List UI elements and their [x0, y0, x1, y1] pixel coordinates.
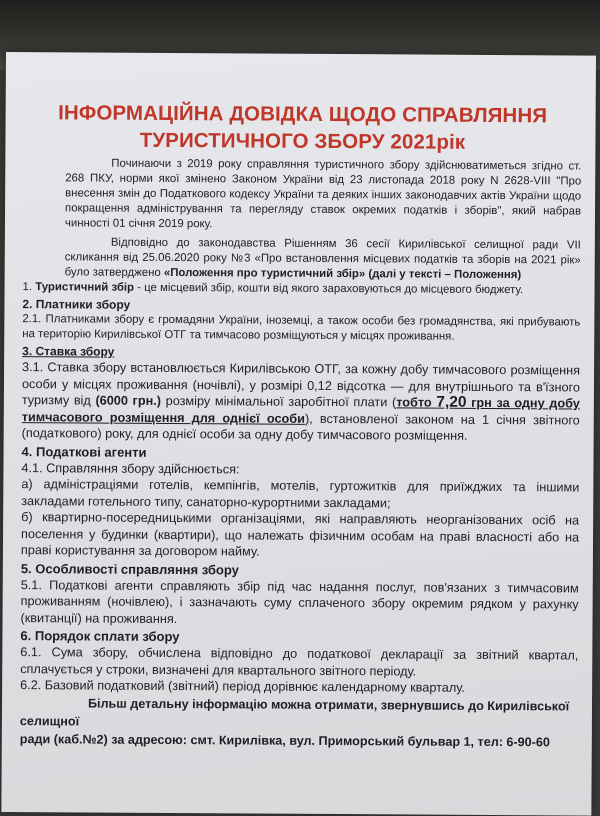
rate-value: 7,20: [436, 393, 467, 411]
section-6-1: 6.1. Сума збору, обчислена відповідно до податкової декларації за звітний квартал, сплачується у строки, визначені для квартального звітного періоду.: [20, 645, 579, 679]
intro-paragraph-1: Починаючи з 2019 року справляння туристичного збору здійснюватиметься згідно ст. 268 ПКУ, норми якої змінено Законом України від 23 листопада 2018 року N 2628-VIII "Про внесення змін до Податкового кодексу України та деяких інших законодавчих актів України щодо покращення адміністрування та перегляду ставок окремих податків і зборів", який набрав чинності 01 січня 2019 року.: [64, 157, 582, 231]
section-1-term: Туристичний збір: [35, 281, 135, 294]
section-4-1: 4.1. Справляння збору здійснюється:: [21, 460, 240, 476]
section-4-a: а) адміністраціями готелів, кемпінгів, мотелів, гуртожитків для приїжджих та іншими закладами готельного типу, санаторно-курортними закладами;: [21, 477, 580, 510]
rate-text-g: ), встановленої законом на 1 січня звітного (податкового) року, для однієї особи за одну добу тимчасового розміщення.: [21, 411, 580, 443]
rate-text-c: розміру мінімальної заробітної плати (: [160, 393, 397, 410]
intro-2-text: Відповідно до законодавства Рішенням 36 сесії Кирилівської селищної ради VII скликання від 25.06.2020 року №3 «Про встановлення місцевих податків та зборів на 2021 рік» було затверджено: [64, 236, 581, 279]
section-2-1: 2.1. Платниками збору є громадяни України, іноземці, а також особи без громадянства, які прибувають на територію Кирилівської ОТГ та тимчасово розміщуються у місцях проживання.: [22, 313, 581, 343]
section-2-heading: 2. Платники збору: [22, 297, 131, 312]
section-3-1: [22, 359, 580, 445]
min-wage-amount: (6000 грн.): [95, 393, 162, 408]
regulation-name: «Положення про туристичний збір» (далі у тексті – Положення): [163, 266, 522, 282]
section-5-1: 5.1. Податкові агенти справляють збір під час надання послуг, пов'язаних з тимчасовим проживанням (ночівлею), і зазначають суму сплаченого збору окремим рядком у рахунку (квитанції) на проживання.: [20, 577, 579, 626]
section-3-heading: 3. Ставка збору: [22, 344, 115, 359]
title-line-2: ТУРИСТИЧНОГО ЗБОРУ 2021рік: [139, 128, 466, 154]
section-4-b: б) квартирно-посередницькими організаціями, які направляють неорганізованих осіб на поселення у будинки (квартири), що належать фізичним особам на праві власності або на праві користування за договором найму.: [20, 510, 580, 559]
section-6-heading: 6. Порядок сплати збору: [20, 628, 180, 645]
title-line-1: ІНФОРМАЦІЙНА ДОВІДКА ЩОДО СПРАВЛЯННЯ: [58, 101, 548, 128]
section-1-number: 1.: [22, 281, 36, 294]
rate-text-a: 3.1. Ставка збору встановлюється Кирилівською ОТГ, за кожну добу тимчасового розміщення особи у місцях проживання (ночівлі), у розмірі 0,12 відсотка — для внутрішнього та в'їзного туризму від: [21, 360, 581, 408]
document-sheet: [1, 52, 596, 816]
section-6-2: 6.2. Базовий податковий (звітний) період дорівнює календарному кварталу.: [20, 678, 465, 695]
intro-paragraph-2: [23, 235, 581, 283]
contact-line-1: Більш детальну інформацію можна отримати, звернувшись до Кирилівської селищної: [19, 696, 570, 728]
section-5-heading: 5. Особливості справляння збору: [20, 560, 239, 577]
contact-line-2: ради (каб.№2) за адресою: смт. Кирилівка, вул. Приморський бульвар 1, тел: 6-90-60: [19, 731, 550, 749]
document-title: [23, 99, 581, 156]
section-1-text: - це місцевий збір, кошти від якого зараховуються до місцевого бюджету.: [133, 281, 524, 297]
section-4-heading: 4. Податкові агенти: [21, 443, 147, 460]
rate-highlight-suffix: грн за одну добу тимчасового розміщення для однієї особи: [21, 395, 580, 426]
rate-highlight-prefix: тобто: [396, 395, 437, 410]
